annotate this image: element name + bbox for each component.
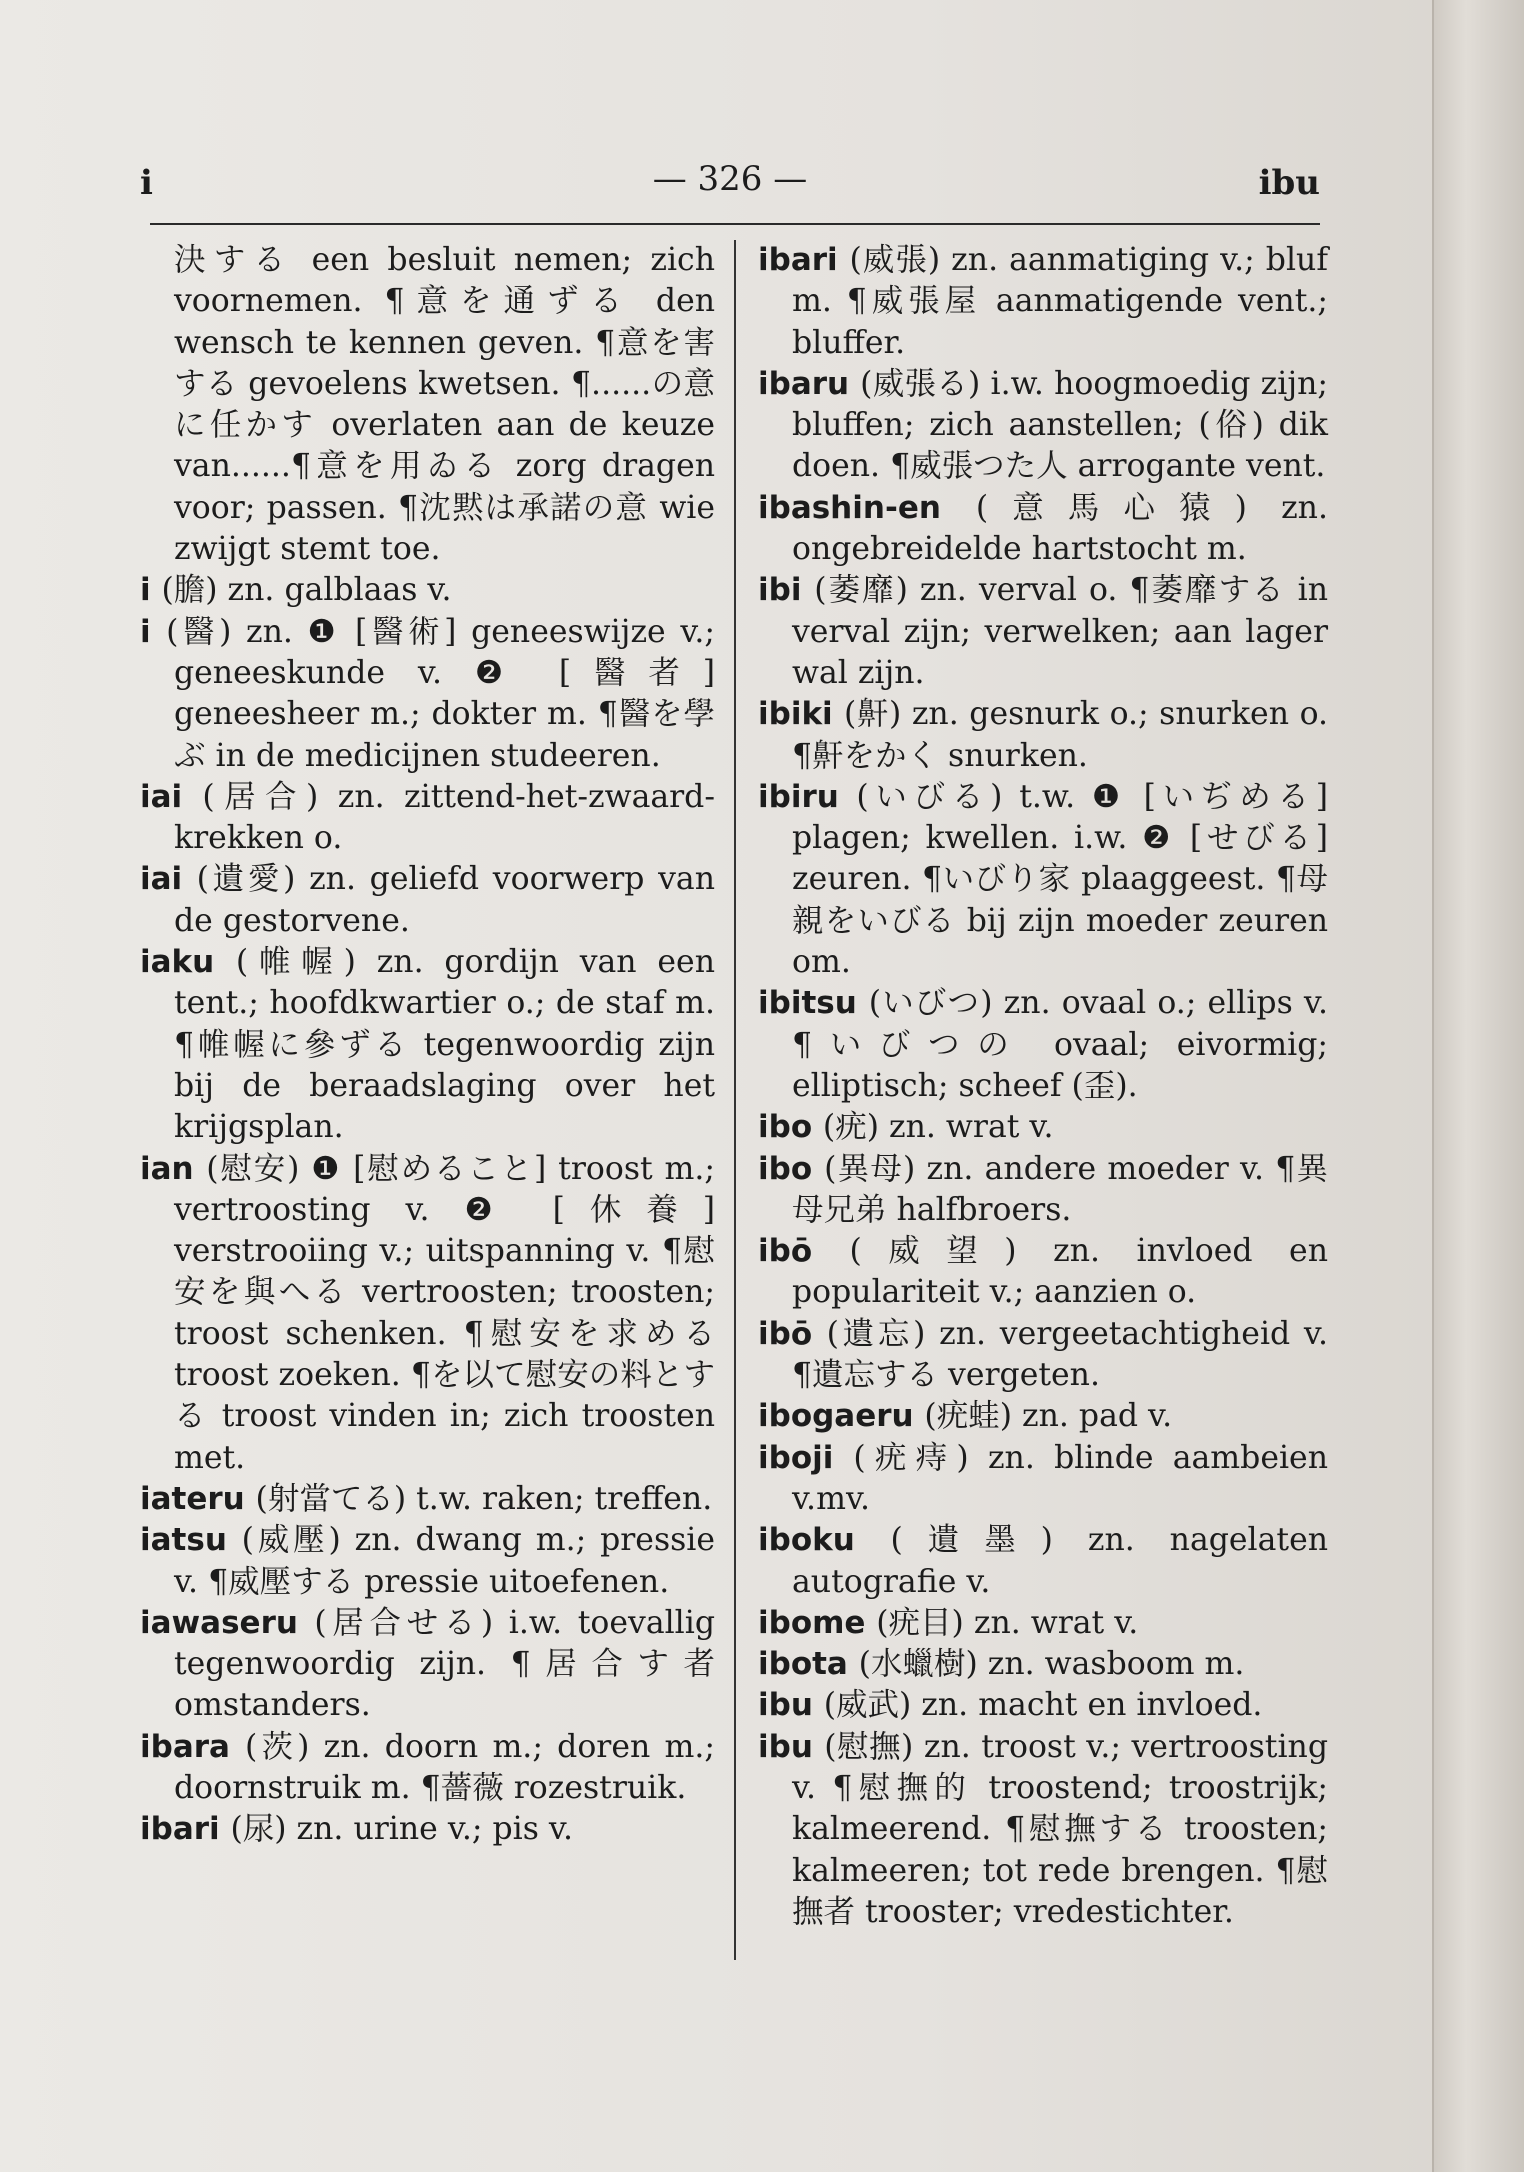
entry-headword: iateru [140, 1480, 245, 1517]
dictionary-entry [140, 1603, 715, 1727]
entry-headword: ibō [758, 1233, 813, 1270]
dictionary-entry [758, 777, 1328, 983]
entry-definition: (異母) zn. andere moeder v. ¶異母兄弟 halfbroers. [792, 1150, 1328, 1228]
entry-definition: (水蠟樹) zn. wasboom m. [858, 1646, 1245, 1683]
dictionary-entry [758, 1727, 1328, 1933]
entry-headword: ibota [758, 1646, 848, 1683]
dictionary-entry [758, 1644, 1328, 1685]
page-number: — 326 — [652, 159, 808, 199]
entry-headword: i [140, 572, 151, 609]
entry-definition: (いびつ) zn. ovaal o.; ellips v. ¶いびつの ovaal; eivormig; elliptisch; scheef (歪). [792, 985, 1328, 1104]
dictionary-entry [140, 1479, 715, 1520]
entry-definition: (鼾) zn. gesnurk o.; snurken o. ¶鼾をかく snurken. [792, 696, 1328, 774]
dictionary-entry [758, 1314, 1328, 1397]
dictionary-entry [140, 777, 715, 860]
dictionary-entry [758, 240, 1328, 364]
running-header [140, 155, 1320, 215]
dictionary-entry [758, 1685, 1328, 1726]
entry-headword: iai [140, 861, 183, 898]
entry-headword: iawaseru [140, 1604, 298, 1641]
entry-headword: ibo [758, 1109, 813, 1146]
entry-headword: iboji [758, 1439, 834, 1476]
dictionary-entry [140, 612, 715, 777]
entry-definition: (尿) zn. urine v.; pis v. [230, 1811, 574, 1848]
dictionary-entry [140, 570, 715, 611]
dictionary-entry [758, 570, 1328, 694]
entry-headword: ibaru [758, 365, 850, 402]
dictionary-entry [758, 1438, 1328, 1521]
entry-definition: (意馬心猿) zn. ongebreidelde hartstocht m. [792, 489, 1328, 568]
entry-headword: ibu [758, 1728, 813, 1765]
entry-headword: ibara [140, 1728, 230, 1765]
entry-definition: (疣目) zn. wrat v. [876, 1604, 1139, 1641]
right-guide-word: ibu [1258, 163, 1320, 203]
entry-definition: (慰撫) zn. troost v.; vertroosting v. ¶慰撫的 troostend; troostrijk; kalmeerend. ¶慰撫する troosten; kalmeeren; tot rede brengen. ¶慰撫者 trooster; vredestichter. [792, 1728, 1328, 1930]
entry-definition: (居合) zn. zittend-het-zwaard-krekken o. [174, 778, 715, 857]
entry-headword: iai [140, 778, 183, 815]
entry-definition: (いびる) t.w. ❶ [いぢめる] plagen; kwellen. i.w. ❷ [せびる] zeuren. ¶いびり家 plaaggeest. ¶母親をいびる bij zijn moeder zeuren om. [792, 778, 1328, 981]
entry-definition: 決する een besluit nemen; zich voornemen. ¶意を通ずる den wensch te kennen geven. ¶意を害する gevoelens kwetsen. ¶......の意に任かす overlaten aan de keuze van......¶意を用ゐる zorg dragen voor; passen. ¶沈黙は承諾の意 wie zwijgt stemt toe. [174, 242, 715, 568]
dictionary-entry [758, 1149, 1328, 1232]
dictionary-entry [140, 240, 715, 570]
entry-headword: ibogaeru [758, 1398, 914, 1435]
entry-headword: ibitsu [758, 985, 857, 1022]
dictionary-entry [140, 859, 715, 942]
entry-definition: (威張) zn. aanmatiging v.; bluf m. ¶威張屋 aanmatigende vent.; bluffer. [792, 242, 1328, 361]
dictionary-entry [140, 1809, 715, 1850]
entry-headword: ibiki [758, 696, 833, 733]
entry-definition: (遺愛) zn. geliefd voorwerp van de gestorvene. [174, 861, 715, 939]
entry-definition: (茨) zn. doorn m.; doren m.; doornstruik m. ¶薔薇 rozestruik. [174, 1728, 715, 1806]
entry-headword: iboku [758, 1522, 855, 1559]
dictionary-entry [758, 1520, 1328, 1603]
entry-definition: (疣) zn. wrat v. [822, 1109, 1054, 1146]
dictionary-entry [758, 1107, 1328, 1148]
entry-definition: (威武) zn. macht en invloed. [823, 1687, 1263, 1724]
entry-headword: ibo [758, 1150, 813, 1187]
left-column [140, 240, 715, 1851]
entry-definition: (疣痔) zn. blinde aambeien v.mv. [792, 1439, 1328, 1517]
entry-definition: (膽) zn. galblaas v. [161, 572, 452, 609]
entry-headword: ibi [758, 572, 802, 609]
entry-definition: (威望) zn. invloed en populariteit v.; aanzien o. [792, 1233, 1328, 1311]
entry-definition: (居合せる) i.w. toevallig tegenwoordig zijn. ¶居合す者 omstanders. [174, 1604, 715, 1724]
entry-headword: ibu [758, 1687, 813, 1724]
entry-headword: iatsu [140, 1522, 227, 1559]
dictionary-entry [758, 1231, 1328, 1314]
entry-headword: iaku [140, 944, 215, 981]
dictionary-entry [758, 364, 1328, 488]
dictionary-entry [140, 942, 715, 1148]
entry-definition: (射當てる) t.w. raken; treffen. [255, 1480, 713, 1517]
entry-definition: (慰安) ❶ [慰めること] troost m.; vertroosting v. ❷ [休養] verstrooiing v.; uitspanning v. ¶慰安を與へる vertroosten; troosten; troost schenken. ¶慰安を求める troost zoeken. ¶を以て慰安の料とする troost vinden in; zich troosten met. [174, 1150, 715, 1476]
entry-headword: ibari [140, 1811, 220, 1848]
header-rule [150, 223, 1320, 225]
entry-headword: ibiru [758, 778, 839, 815]
entry-headword: ibari [758, 242, 838, 278]
entry-definition: (疣蛙) zn. pad v. [924, 1398, 1173, 1435]
entry-definition: (遺忘) zn. vergeetachtigheid v. ¶遺忘する vergeten. [792, 1315, 1328, 1394]
dictionary-entry [758, 1603, 1328, 1644]
left-guide-word: i [140, 163, 153, 203]
entry-definition: (醫) zn. ❶ [醫術] geneeswijze v.; geneeskunde v. ❷ [醫者] geneesheer m.; dokter m. ¶醫を學ぶ in de medicijnen studeeren. [166, 613, 716, 774]
entry-headword: ibō [758, 1315, 813, 1352]
dictionary-entry [758, 1396, 1328, 1437]
entry-definition: (萎靡) zn. verval o. ¶萎靡する in verval zijn; verwelken; aan lager wal zijn. [792, 572, 1328, 691]
dictionary-entry [758, 983, 1328, 1107]
entry-headword: ibashin-en [758, 489, 941, 526]
entry-headword: i [140, 613, 151, 650]
entry-definition: (威張る) i.w. hoogmoedig zijn; bluffen; zich aanstellen; (俗) dik doen. ¶威張つた人 arrogante vent. [792, 365, 1329, 485]
page-edge [1432, 0, 1524, 2172]
column-divider [734, 240, 736, 1960]
dictionary-entry [758, 488, 1328, 571]
entry-definition: (帷幄) zn. gordijn van een tent.; hoofdkwartier o.; de staf m. ¶帷幄に參ずる tegenwoordig zijn bij de beraadslaging over het krijgsplan. [174, 944, 715, 1146]
entry-headword: ian [140, 1150, 194, 1187]
entry-definition: (威壓) zn. dwang m.; pressie v. ¶威壓する pressie uitoefenen. [174, 1522, 715, 1600]
entry-headword: ibome [758, 1604, 866, 1641]
entry-definition: (遺墨) zn. nagelaten autografie v. [792, 1522, 1328, 1600]
dictionary-entry [758, 694, 1328, 777]
dictionary-entry [140, 1520, 715, 1603]
right-column [758, 240, 1328, 1933]
dictionary-entry [140, 1149, 715, 1479]
dictionary-entry [140, 1727, 715, 1810]
